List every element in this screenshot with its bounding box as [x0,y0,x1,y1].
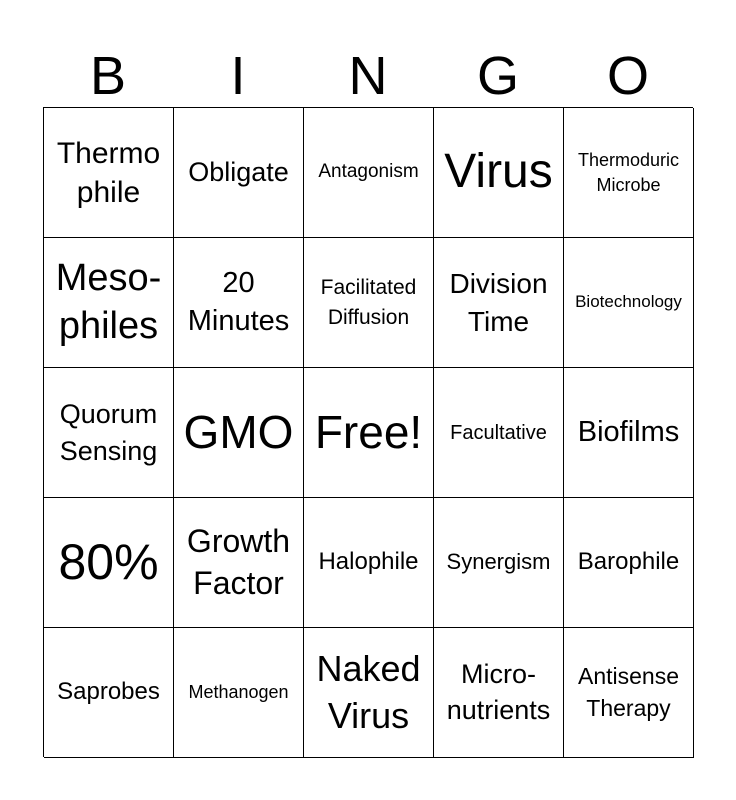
bingo-cell-label: Saprobes [57,678,160,706]
bingo-cell-label: Obligate [188,157,289,188]
bingo-cell-r5c1[interactable] [44,628,174,758]
bingo-cell-r3c4[interactable] [434,368,564,498]
bingo-cell-r2c5[interactable] [564,238,694,368]
bingo-cell-label: 20 Minutes [187,266,290,337]
header-letter-i: I [230,46,246,106]
bingo-cell-label: Biofilms [577,416,680,449]
bingo-cell-r5c2[interactable] [174,628,304,758]
bingo-cell-r2c4[interactable] [434,238,564,368]
bingo-cell-label: Meso- philes [55,257,162,347]
bingo-cell-label: GMO [183,406,294,459]
bingo-cell-label: Division Time [449,267,548,337]
bingo-cell-r1c4[interactable] [434,108,564,238]
bingo-cell-r1c2[interactable] [174,108,304,238]
bingo-cell-label: Synergism [446,549,551,575]
bingo-cell-r5c3[interactable] [304,628,434,758]
bingo-cell-r4c1[interactable] [44,498,174,628]
bingo-cell-r5c5[interactable] [564,628,694,758]
bingo-cell-r2c1[interactable] [44,238,174,368]
bingo-cell-label: Quorum Sensing [59,399,158,466]
bingo-cell-r3c1[interactable] [44,368,174,498]
bingo-cell-r1c3[interactable] [304,108,434,238]
bingo-cell-label: Thermoduric Microbe [577,150,680,195]
bingo-cell-r4c4[interactable] [434,498,564,628]
bingo-cell-r1c1[interactable] [44,108,174,238]
bingo-cell-label: Free! [314,406,423,459]
bingo-cell-r3c2[interactable] [174,368,304,498]
bingo-cell-label: Antagonism [318,161,419,183]
bingo-cell-label: Methanogen [188,681,289,702]
bingo-cell-r3c3[interactable] [304,368,434,498]
bingo-cell-label: Micro- nutrients [446,659,551,725]
bingo-cell-label: Thermo phile [56,136,161,209]
bingo-cell-r4c5[interactable] [564,498,694,628]
bingo-cell-label: Virus [444,145,553,199]
bingo-cell-label: Halophile [318,548,419,576]
bingo-cell-label: Facultative [450,421,547,444]
bingo-cell-r2c2[interactable] [174,238,304,368]
bingo-cell-r5c4[interactable] [434,628,564,758]
bingo-cell-r1c5[interactable] [564,108,694,238]
bingo-cell-label: Barophile [577,548,680,576]
bingo-cell-label: Biotechnology [575,292,682,312]
bingo-board [43,107,693,757]
header-letter-g: G [476,46,519,106]
bingo-cell-label: Antisense Therapy [577,663,679,721]
header-letter-b: B [89,46,127,106]
header-letter-o: O [606,46,649,106]
bingo-cell-label: 80% [58,534,159,590]
bingo-cell-r4c2[interactable] [174,498,304,628]
bingo-cell-label: Naked Virus [316,647,421,736]
bingo-header [43,44,693,108]
bingo-cell-r3c5[interactable] [564,368,694,498]
bingo-cell-r4c3[interactable] [304,498,434,628]
header-letter-n: N [348,46,388,106]
bingo-cell-r2c3[interactable] [304,238,434,368]
bingo-cell-label: Facilitated Diffusion [320,276,417,329]
bingo-cell-label: Growth Factor [186,522,291,601]
